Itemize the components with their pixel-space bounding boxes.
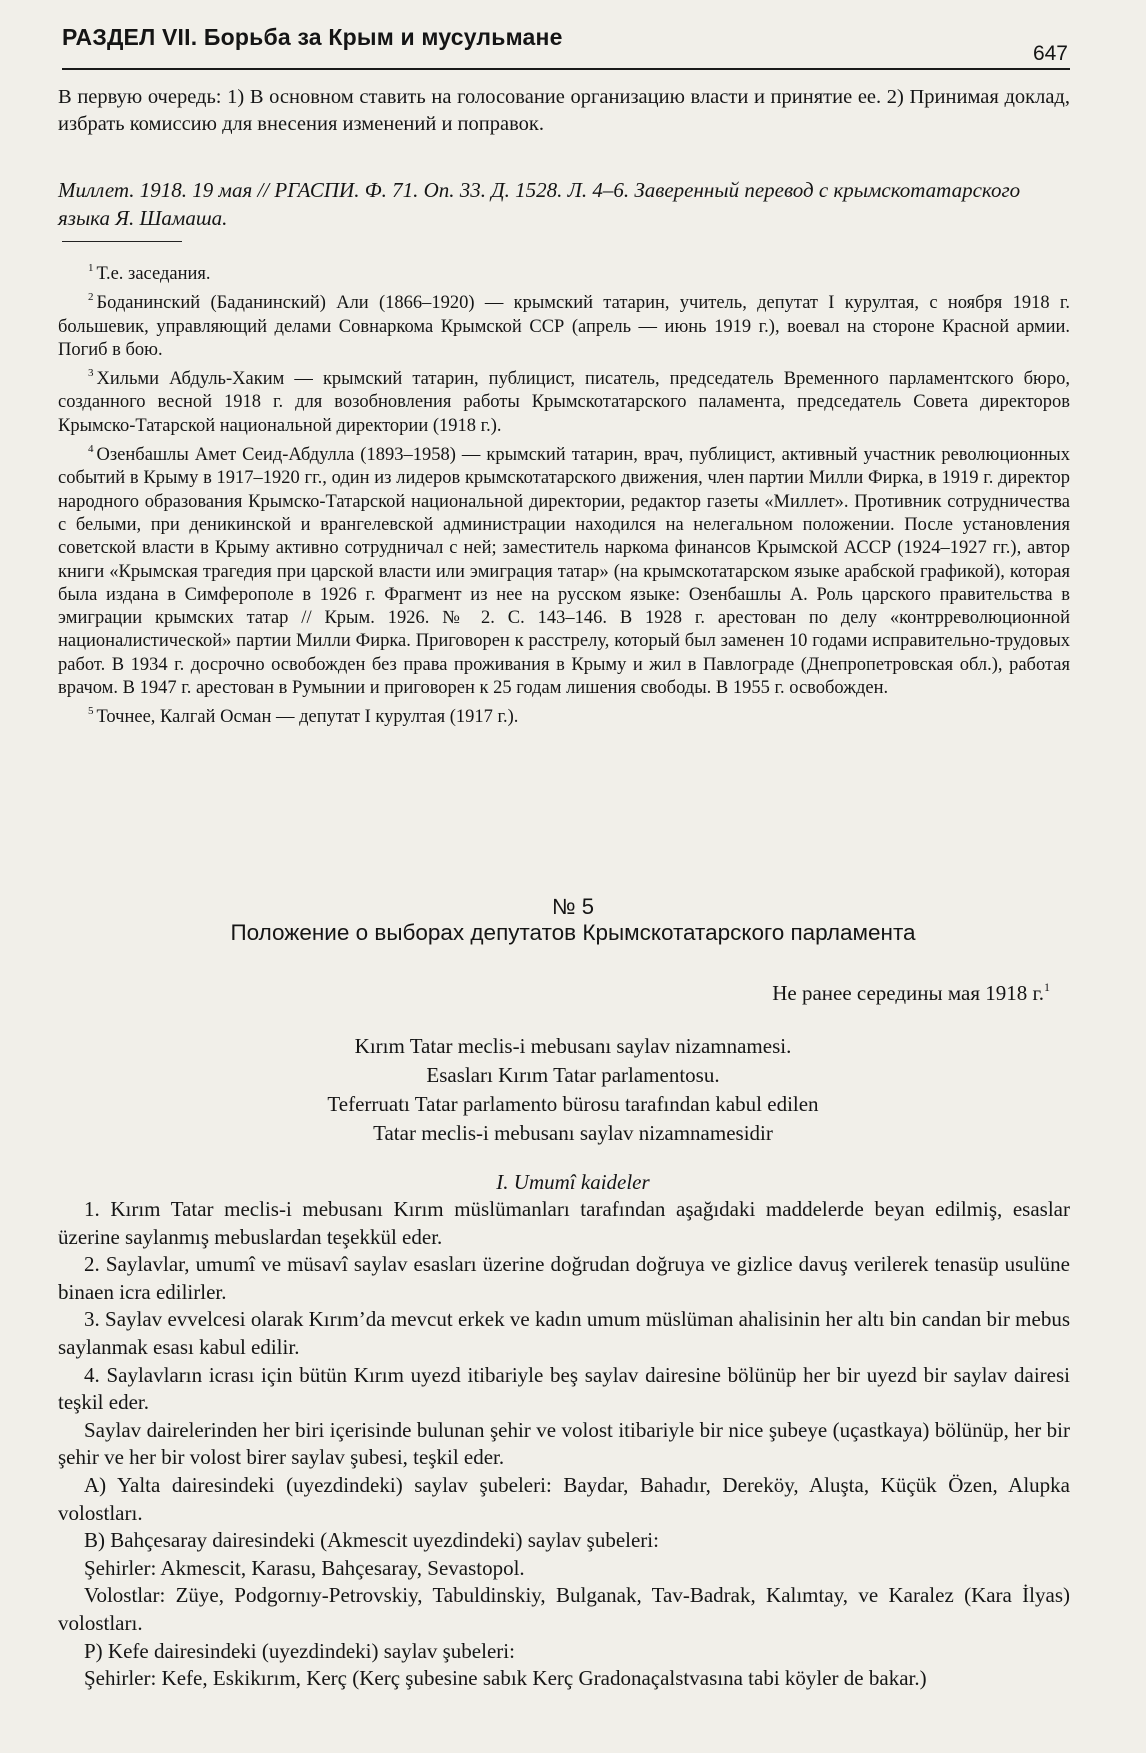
intro-paragraph <box>58 84 1070 138</box>
document-date <box>772 980 1050 1006</box>
turkish-heading-line: Teferruatı Tatar parlamento bürosu tarafından kabul edilen <box>327 1092 819 1116</box>
intro-text: В первую очередь: 1) В основном ставить на голосование организацию власти и принятие ее. 2) Принимая доклад, избрать комиссию для внесения изменений и поправок. <box>58 86 1070 135</box>
footnote-text: Озенбашлы Амет Сеид-Абдулла (1893–1958) — крымский татарин, врач, публицист, активный участник революционных событий в Крыму в 1917–1920 гг., один из лидеров крымскотатарского движения, член партии Милли Фирка, в 1919 г. директор народного образования Крымско-Татарской национальной директории, редактор газеты «Миллет». Противник сотрудничества с белыми, при деникинской и врангелевской администрации находился на нелегальном положении. После установления советской власти в Крыму активно сотрудничал с ней; заместитель наркома финансов Крымской АССР (1924–1927 гг.), автор книги «Крымская трагедия при царской власти или эмиграция татар» (на крымскотатарском языке арабской графикой), которая была издана в Симферополе в 1926 г. Фрагмент из нее на русском языке: Озенбашлы А. Роль царского правительства в эмиграции крымских татар // Крым. 1926. № 2. С. 143–146. В 1928 г. арестован по делу «контрреволюционной националистической» партии Милли Фирка. Приговорен к расстрелу, который был заменен 10 годами исправительно-трудовых работ. В 1934 г. досрочно освобожден без права проживания в Крыму и жил в Павлограде (Днепропетровская обл.), работая врачом. В 1947 г. арестован в Румынии и приговорен к 25 годам лишения свободы. В 1955 г. освобожден. <box>58 445 1070 699</box>
footnote <box>58 438 1070 700</box>
running-header <box>62 20 1070 70</box>
articles <box>58 1196 1070 1693</box>
footnote-number: 4 <box>88 443 94 456</box>
footnote-text: Т.е. заседания. <box>96 264 211 284</box>
article-paragraph: P) Kefe dairesindeki (uyezdindeki) saylav şubeleri: <box>84 1638 515 1663</box>
document-title: Положение о выборах депутатов Крымскотатарского парламента <box>230 920 916 945</box>
section-heading: I. Umumî kaideler <box>496 1170 650 1194</box>
article-paragraph: Şehirler: Akmescit, Karasu, Bahçesaray, Sevastopol. <box>84 1555 525 1580</box>
document-date-text: Не ранее середины мая 1918 г. <box>772 981 1044 1005</box>
source-citation <box>58 176 1070 232</box>
section-title: РАЗДЕЛ VII. Борьба за Крым и мусульмане <box>62 24 563 50</box>
footnote-number: 5 <box>88 705 94 718</box>
footnote-text: Точнее, Калгай Осман — депутат I курултая (1917 г.). <box>96 707 519 728</box>
footnote <box>58 700 1070 729</box>
footnote-number: 1 <box>88 262 94 274</box>
footnote-number: 3 <box>88 367 94 380</box>
article-paragraph: Saylav dairelerinden her biri içerisinde bulunan şehir ve volost itibariyle bir nice şubeye (uçastkaya) bölünüp, her bir şehir ve her bir volost birer saylav şubesi, teşkil eder. <box>58 1417 1070 1470</box>
turkish-heading-line: Tatar meclis-i mebusanı saylav nizamnamesidir <box>373 1121 773 1145</box>
document-date-note: 1 <box>1044 980 1050 994</box>
footnote-text: Боданинский (Баданинский) Али (1866–1920) — крымский татарин, учитель, депутат I курултая, с ноября 1918 г. большевик, управляющий делами Совнаркома Крымской ССР (апрель — июнь 1919 г.), воевал на стороне Красной армии. Погиб в бою. <box>58 293 1070 360</box>
turkish-heading-line: Kırım Tatar meclis-i mebusanı saylav nizamnamesi. <box>354 1034 792 1058</box>
footnote-text: Хильми Абдуль-Хаким — крымский татарин, публицист, писатель, председатель Временного парламентского бюро, созданного весной 1918 г. для возобновления работы Крымскотатарского паламента, председатель Совета директоров Крымско-Татарской национальной директории (1918 г.). <box>58 369 1070 436</box>
document-number: № 5 <box>552 894 594 919</box>
footnote <box>58 362 1070 438</box>
footnote <box>58 257 1070 286</box>
article-paragraph: A) Yalta dairesindeki (uyezdindeki) saylav şubeleri: Baydar, Bahadır, Dereköy, Aluşta, Küçük Özen, Alupka volostları. <box>58 1472 1070 1525</box>
source-text: Миллет. 1918. 19 мая // РГАСПИ. Ф. 71. Оп. 33. Д. 1528. Л. 4–6. Заверенный перевод с крымскотатарского языка Я. Шамаша. <box>58 178 1021 230</box>
footnote <box>58 286 1070 362</box>
article-paragraph: 3. Saylav evvelcesi olarak Kırım’da mevcut erkek ve kadın umum müslüman ahalisinin her altı bin candan bir mebus saylanmak esası kabul edilir. <box>58 1307 1070 1359</box>
article-paragraph: 1. Kırım Tatar meclis-i mebusanı Kırım müslümanları tarafından aşağıdaki maddelerde beyan edilmiş, esaslar üzerine saylanmış mebuslardan teşekkül eder. <box>58 1197 1070 1249</box>
footnotes <box>58 257 1070 730</box>
article-paragraph: Şehirler: Kefe, Eskikırım, Kerç (Kerç şubesine sabık Kerç Gradonaçalstvasına tabi köyler de bakar.) <box>84 1666 927 1691</box>
footnote-divider <box>62 241 182 242</box>
footnote-number: 2 <box>88 291 94 304</box>
article-paragraph: 4. Saylavların icrası için bütün Kırım uyezd itibariyle beş saylav dairesine bölünüp her bir uyezd bir saylav dairesi teşkil eder. <box>58 1362 1070 1415</box>
article-paragraph: B) Bahçesaray dairesindeki (Akmescit uyezdindeki) saylav şubeleri: <box>84 1528 659 1553</box>
page-number: 647 <box>1032 42 1068 65</box>
turkish-heading <box>0 1032 1146 1148</box>
turkish-heading-line: Esasları Kırım Tatar parlamentosu. <box>426 1063 720 1087</box>
article-paragraph: 2. Saylavlar, umumî ve müsavî saylav esasları üzerine doğrudan doğruya ve gizlice davuş verilerek tenasüp usulüne binaen icra edilirler. <box>58 1252 1070 1304</box>
article-paragraph: Volostlar: Züye, Podgornıy-Petrovskiy, Tabuldinskiy, Bulganak, Tav-Badrak, Kalımtay, ve Karalez (Kara İlyas) volostları. <box>58 1583 1070 1635</box>
